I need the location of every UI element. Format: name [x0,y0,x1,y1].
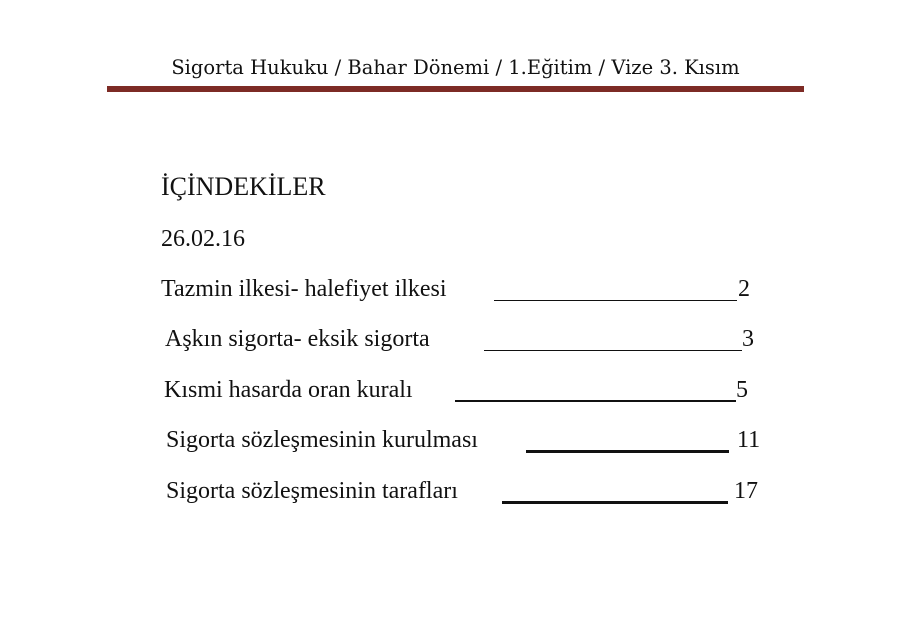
toc-entry-title: Sigorta sözleşmesinin kurulması [166,427,478,453]
header-divider [107,86,804,92]
toc-entry-page: 17 [734,478,758,504]
toc-entry-title: Tazmin ilkesi- halefiyet ilkesi [161,276,447,302]
header-title: Sigorta Hukuku / Bahar Dönemi / 1.Eğitim / Vize 3. Kısım [171,56,740,79]
toc-leader-line [502,501,728,504]
toc-entry-page: 2 [738,276,750,302]
toc-leader-line [455,400,736,402]
toc-leader-line [526,450,729,453]
toc-entry-page: 5 [736,377,748,403]
toc-entry-title: Sigorta sözleşmesinin tarafları [166,478,458,504]
toc-entry-page: 11 [737,427,761,453]
toc-date: 26.02.16 [161,226,245,252]
toc-heading: İÇİNDEKİLER [161,172,326,201]
toc-entry-title: Kısmi hasarda oran kuralı [164,377,413,403]
toc-entry-page: 3 [742,326,754,352]
toc-entry-title: Aşkın sigorta- eksik sigorta [165,326,430,352]
toc-leader-line [484,350,742,351]
toc-leader-line [494,300,737,301]
